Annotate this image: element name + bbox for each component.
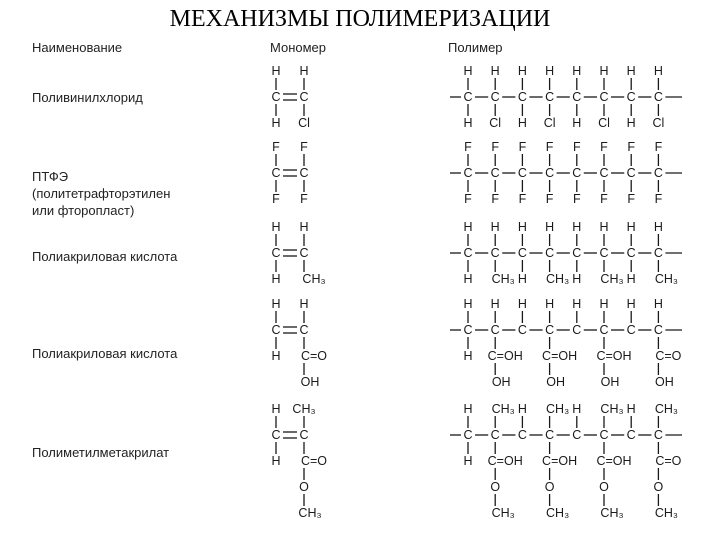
polymer-atom: O	[544, 480, 555, 494]
polymer-atom: CH₃	[491, 402, 515, 416]
monomer-atom: F	[300, 192, 308, 206]
monomer-carbon: C	[299, 90, 309, 104]
polymer-atom: C=OH	[596, 349, 632, 363]
polymer-atom: CH₃	[654, 402, 678, 416]
polymer-atom: F	[627, 192, 636, 206]
polymer-carbon: C	[626, 428, 636, 442]
polymer-atom: H	[490, 64, 500, 78]
polymer-carbon: C	[626, 90, 636, 104]
polymer-atom: H	[653, 220, 663, 234]
polymer-carbon: C	[517, 166, 527, 180]
polymer-atom: F	[518, 140, 527, 154]
polymer-atom: F	[545, 140, 554, 154]
polymer-carbon: C	[463, 428, 473, 442]
monomer-atom: Cl	[298, 116, 310, 130]
polymer-atom: CH₃	[600, 506, 624, 520]
polymer-atom: H	[463, 116, 473, 130]
polymer-carbon: C	[463, 166, 473, 180]
monomer-atom: O	[299, 480, 309, 494]
polymer-atom: H	[463, 402, 473, 416]
polymer-atom: H	[517, 272, 527, 286]
row-name-line: Полиакриловая кислота	[32, 346, 178, 361]
polymer-atom: H	[490, 297, 500, 311]
polymer-atom: CH₃	[654, 506, 678, 520]
polymer-carbon: C	[572, 246, 582, 260]
polymer-atom: Cl	[543, 116, 556, 130]
polymer-carbon: C	[517, 428, 527, 442]
polymer-atom: OH	[491, 375, 511, 389]
polymer-carbon: C	[545, 166, 555, 180]
polymer-atom: F	[627, 140, 636, 154]
monomer-atom: H	[271, 349, 281, 363]
polymer-atom: H	[626, 220, 636, 234]
polymer-carbon: C	[545, 323, 555, 337]
polymer-atom: F	[572, 192, 581, 206]
polymer-atom: CH₃	[546, 272, 570, 286]
polymer-carbon: C	[517, 246, 527, 260]
polymer-carbon: C	[653, 166, 663, 180]
monomer-atom: H	[271, 297, 281, 311]
monomer-carbon: C	[299, 428, 309, 442]
polymer-atom: H	[626, 64, 636, 78]
polymer-atom: CH₃	[654, 272, 678, 286]
monomer-atom: C=O	[300, 454, 328, 468]
polymer-carbon: C	[653, 90, 663, 104]
polymer-carbon: C	[599, 428, 609, 442]
polymer-atom: H	[545, 220, 555, 234]
monomer-atom: F	[272, 192, 280, 206]
monomer-carbon: C	[271, 428, 281, 442]
polymer-atom: H	[517, 297, 527, 311]
polymer-carbon: C	[599, 166, 609, 180]
polymer-atom: F	[491, 140, 500, 154]
polymer-atom: F	[464, 192, 472, 206]
monomer-carbon: C	[271, 90, 281, 104]
monomer-carbon: C	[299, 166, 309, 180]
monomer-carbon: C	[271, 246, 281, 260]
polymer-atom: H	[517, 116, 527, 130]
polymer-atom: C=O	[655, 454, 682, 468]
monomer-atom: H	[299, 297, 309, 311]
row-name-line: Поливинилхлорид	[32, 90, 143, 105]
monomer-atom: OH	[300, 375, 320, 389]
polymer-atom: O	[653, 480, 664, 494]
monomer-atom: F	[300, 140, 308, 154]
polymer-atom: F	[518, 192, 527, 206]
polymer-atom: H	[463, 64, 473, 78]
polymer-atom: OH	[600, 375, 620, 389]
header-polymer: Полимер	[448, 40, 503, 55]
polymer-atom: H	[599, 297, 609, 311]
polymer-atom: C=OH	[542, 349, 578, 363]
polymer-atom: F	[600, 192, 608, 206]
monomer-atom: H	[271, 220, 281, 234]
polymer-atom: F	[572, 140, 581, 154]
monomer-carbon: C	[299, 323, 309, 337]
polymer-atom: H	[517, 220, 527, 234]
polymer-carbon: C	[572, 166, 582, 180]
monomer-atom: H	[271, 272, 281, 286]
polymer-atom: H	[490, 220, 500, 234]
polymer-carbon: C	[626, 166, 636, 180]
polymer-atom: F	[654, 192, 663, 206]
polymer-atom: F	[464, 140, 472, 154]
polymer-carbon: C	[626, 246, 636, 260]
row-name-line: или фторопласт)	[32, 203, 135, 218]
polymer-atom: OH	[655, 375, 674, 389]
page-title: МЕХАНИЗМЫ ПОЛИМЕРИЗАЦИИ	[169, 6, 551, 32]
monomer-atom: H	[271, 454, 281, 468]
monomer-carbon: C	[271, 323, 281, 337]
polymer-carbon: C	[572, 323, 582, 337]
polymer-atom: H	[517, 402, 527, 416]
monomer-carbon: C	[271, 166, 281, 180]
polymer-atom: C=OH	[487, 349, 523, 363]
polymer-carbon: C	[599, 246, 609, 260]
monomer-carbon: C	[299, 246, 309, 260]
polymer-atom: H	[626, 272, 636, 286]
polymer-atom: H	[572, 402, 582, 416]
polymer-atom: H	[463, 220, 473, 234]
polymer-carbon: C	[463, 323, 473, 337]
polymer-carbon: C	[490, 166, 500, 180]
polymer-atom: Cl	[652, 116, 665, 130]
polymer-atom: H	[626, 116, 636, 130]
monomer-atom: H	[271, 116, 281, 130]
monomer-atom: H	[299, 64, 309, 78]
header-name: Наименование	[32, 40, 123, 55]
polymer-atom: H	[599, 220, 609, 234]
polymer-atom: H	[653, 297, 663, 311]
polymer-carbon: C	[463, 246, 473, 260]
header-monomer: Мономер	[270, 40, 327, 55]
polymer-atom: C=OH	[487, 454, 523, 468]
polymer-carbon: C	[545, 90, 555, 104]
row-name-line: Полиакриловая кислота	[32, 249, 178, 264]
polymer-carbon: C	[490, 428, 500, 442]
polymer-atom: H	[572, 116, 582, 130]
polymer-carbon: C	[626, 323, 636, 337]
polymer-atom: H	[572, 272, 582, 286]
polymer-carbon: C	[653, 323, 663, 337]
polymer-atom: Cl	[598, 116, 610, 130]
polymer-atom: Cl	[489, 116, 502, 130]
row-name-line: Полиметилметакрилат	[32, 445, 170, 460]
polymer-atom: C=OH	[542, 454, 578, 468]
polymer-atom: H	[463, 349, 473, 363]
polymer-carbon: C	[517, 90, 527, 104]
monomer-atom: H	[271, 64, 281, 78]
polymer-carbon: C	[653, 246, 663, 260]
polymer-atom: C=O	[655, 349, 682, 363]
polymer-atom: C=OH	[596, 454, 632, 468]
polymer-carbon: C	[572, 90, 582, 104]
polymer-atom: H	[463, 272, 473, 286]
monomer-atom: C=O	[300, 349, 328, 363]
polymer-atom: H	[517, 64, 527, 78]
polymer-carbon: C	[653, 428, 663, 442]
polymer-atom: H	[463, 454, 473, 468]
polymer-atom: H	[463, 297, 473, 311]
monomer-atom: CH₃	[298, 506, 322, 520]
polymer-atom: H	[626, 402, 636, 416]
monomer-atom: CH₃	[292, 402, 316, 416]
polymer-carbon: C	[490, 323, 500, 337]
polymer-carbon: C	[490, 246, 500, 260]
polymer-atom: F	[654, 140, 663, 154]
monomer-atom: H	[299, 220, 309, 234]
polymer-carbon: C	[545, 246, 555, 260]
polymer-atom: H	[545, 64, 555, 78]
polymer-atom: CH₃	[491, 506, 515, 520]
polymer-atom: H	[572, 64, 582, 78]
polymer-carbon: C	[463, 90, 473, 104]
polymer-atom: OH	[546, 375, 565, 389]
polymer-carbon: C	[517, 323, 527, 337]
polymer-atom: F	[545, 192, 554, 206]
row-name-line: ПТФЭ	[32, 169, 69, 184]
polymer-atom: H	[653, 64, 663, 78]
polymer-atom: O	[490, 480, 501, 494]
polymer-atom: CH₃	[546, 402, 570, 416]
polymer-carbon: C	[572, 428, 582, 442]
polymer-atom: O	[599, 480, 609, 494]
polymer-carbon: C	[599, 323, 609, 337]
polymer-atom: F	[491, 192, 500, 206]
monomer-atom: F	[272, 140, 280, 154]
polymer-atom: CH₃	[600, 272, 624, 286]
polymer-atom: H	[572, 220, 582, 234]
polymer-atom: F	[600, 140, 608, 154]
polymer-atom: H	[545, 297, 555, 311]
polymer-carbon: C	[599, 90, 609, 104]
row-name-line: (политетрафторэтилен	[32, 186, 171, 201]
polymer-atom: H	[599, 64, 609, 78]
monomer-atom: CH₃	[302, 272, 326, 286]
polymer-carbon: C	[490, 90, 500, 104]
polymer-atom: CH₃	[600, 402, 624, 416]
polymer-carbon: C	[545, 428, 555, 442]
polymer-atom: CH₃	[491, 272, 515, 286]
polymer-atom: H	[626, 297, 636, 311]
polymer-atom: CH₃	[546, 506, 570, 520]
polymer-atom: H	[572, 297, 582, 311]
monomer-atom: H	[271, 402, 281, 416]
